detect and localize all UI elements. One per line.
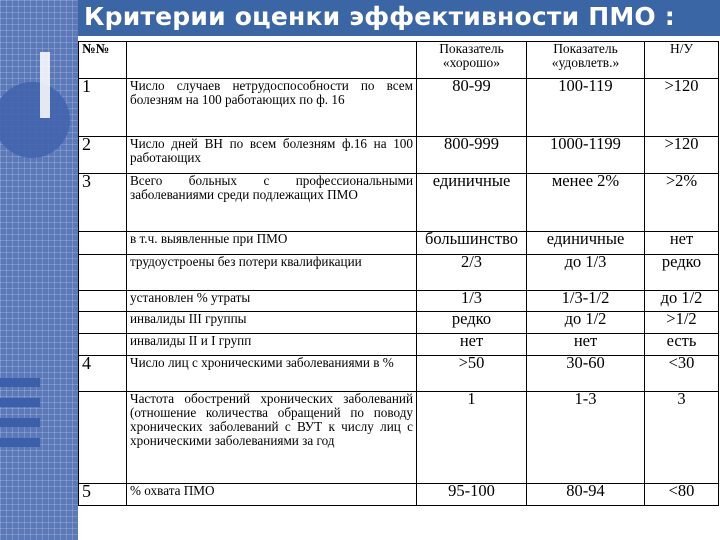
row-number — [79, 312, 127, 334]
indicator-cell: инвалиды III группы — [127, 312, 417, 334]
table-row — [79, 255, 719, 291]
row-number: 4 — [79, 356, 127, 392]
unsatisfactory-cell: >1/2 — [645, 312, 719, 334]
indicator-cell: Частота обострений хронических заболеваний (отношение количества обращений по поводу хронических заболеваний с ВУТ к числу лиц с хроническими заболеваниями за год — [127, 392, 417, 484]
unsatisfactory-cell: до 1/2 — [645, 291, 719, 312]
satisfactory-cell: до 1/3 — [527, 255, 645, 291]
table-row — [79, 232, 719, 255]
table-row — [79, 334, 719, 356]
good-cell: 2/3 — [417, 255, 527, 291]
decorative-stripe — [0, 438, 40, 447]
unsatisfactory-cell: нет — [645, 232, 719, 255]
good-cell: 80-99 — [417, 79, 527, 137]
good-cell: 800-999 — [417, 137, 527, 174]
unsatisfactory-cell: <80 — [645, 484, 719, 506]
header-unsatisfactory: Н/У — [645, 42, 719, 79]
good-cell: 1/3 — [417, 291, 527, 312]
satisfactory-cell: до 1/2 — [527, 312, 645, 334]
unsatisfactory-cell: <30 — [645, 356, 719, 392]
satisfactory-cell: единичные — [527, 232, 645, 255]
row-number — [79, 232, 127, 255]
decorative-bar — [40, 52, 50, 118]
satisfactory-cell: 30-60 — [527, 356, 645, 392]
table-row — [79, 174, 719, 232]
decorative-stripe — [0, 398, 40, 407]
decorative-stripe — [0, 418, 40, 427]
row-number: 3 — [79, 174, 127, 232]
satisfactory-cell: менее 2% — [527, 174, 645, 232]
unsatisfactory-cell: 3 — [645, 392, 719, 484]
table-row — [79, 356, 719, 392]
indicator-cell: Всего больных с профессиональными заболеваниями среди подлежащих ПМО — [127, 174, 417, 232]
satisfactory-cell: 1/3-1/2 — [527, 291, 645, 312]
row-number — [79, 392, 127, 484]
table-row — [79, 137, 719, 174]
header-num: №№ — [79, 42, 127, 79]
unsatisfactory-cell: >2% — [645, 174, 719, 232]
satisfactory-cell: 80-94 — [527, 484, 645, 506]
header-satisfactory: Показатель «удовлетв.» — [527, 42, 645, 79]
decorative-left-strip — [0, 0, 78, 540]
unsatisfactory-cell: >120 — [645, 137, 719, 174]
header-good: Показатель «хорошо» — [417, 42, 527, 79]
criteria-table — [78, 41, 719, 506]
satisfactory-cell: нет — [527, 334, 645, 356]
good-cell: большинство — [417, 232, 527, 255]
good-cell: 95-100 — [417, 484, 527, 506]
decorative-stripe — [0, 378, 40, 387]
table-row — [79, 312, 719, 334]
row-number — [79, 291, 127, 312]
table-row — [79, 291, 719, 312]
good-cell: единичные — [417, 174, 527, 232]
unsatisfactory-cell: есть — [645, 334, 719, 356]
good-cell: 1 — [417, 392, 527, 484]
indicator-cell: % охвата ПМО — [127, 484, 417, 506]
row-number: 5 — [79, 484, 127, 506]
table-row — [79, 484, 719, 506]
satisfactory-cell: 1-3 — [527, 392, 645, 484]
indicator-cell: инвалиды II и I групп — [127, 334, 417, 356]
indicator-cell: Число случаев нетрудоспособности по всем болезням на 100 работающих по ф. 16 — [127, 79, 417, 137]
row-number: 1 — [79, 79, 127, 137]
indicator-cell: Число дней ВН по всем болезням ф.16 на 100 работающих — [127, 137, 417, 174]
good-cell: редко — [417, 312, 527, 334]
unsatisfactory-cell: >120 — [645, 79, 719, 137]
table-row — [79, 392, 719, 484]
indicator-cell: в т.ч. выявленные при ПМО — [127, 232, 417, 255]
table-header-row — [79, 42, 719, 79]
row-number — [79, 255, 127, 291]
satisfactory-cell: 100-119 — [527, 79, 645, 137]
indicator-cell: Число лиц с хроническими заболеваниями в % — [127, 356, 417, 392]
satisfactory-cell: 1000-1199 — [527, 137, 645, 174]
table-row — [79, 79, 719, 137]
unsatisfactory-cell: редко — [645, 255, 719, 291]
indicator-cell: установлен % утраты — [127, 291, 417, 312]
indicator-cell: трудоустроены без потери квалификации — [127, 255, 417, 291]
good-cell: нет — [417, 334, 527, 356]
slide-title: Критерии оценки эффективности ПМО : — [84, 2, 675, 31]
good-cell: >50 — [417, 356, 527, 392]
row-number: 2 — [79, 137, 127, 174]
strip-grid-pattern — [0, 0, 78, 540]
header-indicator — [127, 42, 417, 79]
